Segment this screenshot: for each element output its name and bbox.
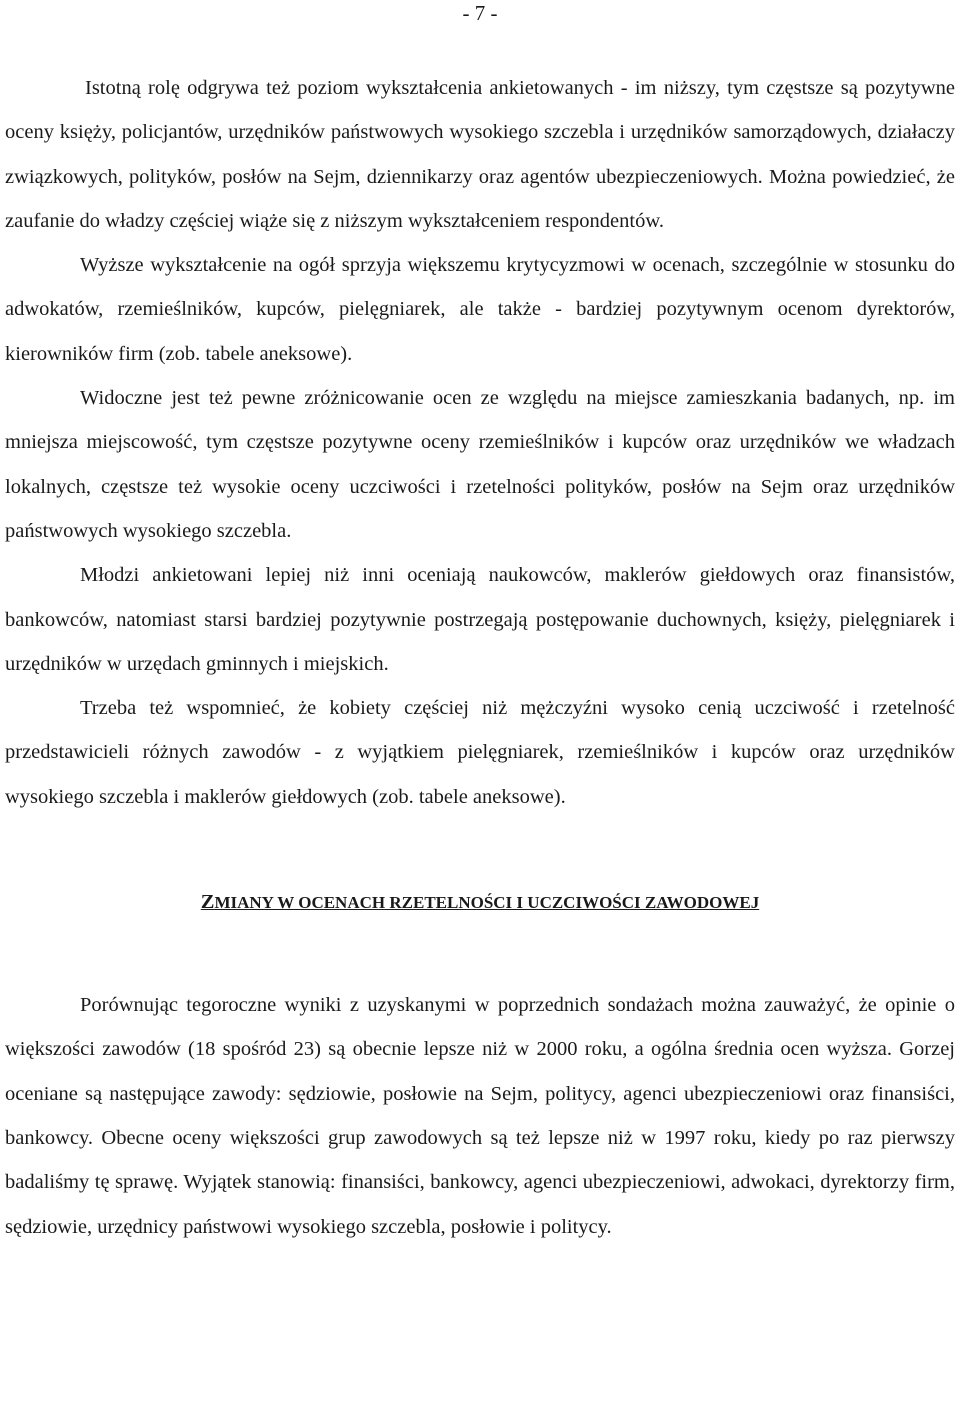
paragraph-age: Młodzi ankietowani lepiej niż inni oceniają naukowców, maklerów giełdowych oraz finansistów, bankowców, natomiast starsi bardziej pozytywnie postrzegają postępowanie duchownych, księży, pielęgniarek i urzędników w urzędach gminnych i miejskich. <box>5 564 955 675</box>
paragraph-gender: Trzeba też wspomnieć, że kobiety częściej niż mężczyźni wysoko cenią uczciwość i rzetelność przedstawicieli różnych zawodów - z wyjątkiem pielęgniarek, rzemieślników i kupców oraz urzędników wysokiego szczebla i maklerów giełdowych (zob. tabele aneksowe). <box>5 697 955 808</box>
page-number: - 7 - <box>462 1 498 25</box>
section-heading-initial: Z <box>200 891 215 914</box>
paragraph-changes-in-ratings: Porównując tegoroczne wyniki z uzyskanymi w poprzednich sondażach można zauważyć, że opinie o większości zawodów (18 spośród 23) są obecnie lepsze niż w 2000 roku, a ogólna średnia ocen wyższa. Gorzej oceniane są następujące zawody: sędziowie, posłowie na Sejm, politycy, agenci ubezpieczeniowi oraz finansiści, bankowcy. Obecne oceny większości grup zawodowych są też lepsze niż w 1997 roku, kiedy po raz pierwszy badaliśmy tę sprawę. Wyjątek stanowią: finansiści, bankowcy, agenci ubezpieczeniowi, adwokaci, dyrektorzy firm, sędziowie, urzędnicy państwowi wysokiego szczebla, posłowie i politycy. <box>5 994 955 1238</box>
section-heading-rest: MIANY W OCENACH RZETELNOŚCI I UCZCIWOŚCI ZAWODOWEJ <box>214 893 760 913</box>
document-body <box>5 66 955 1249</box>
paragraph-place-of-residence: Widoczne jest też pewne zróżnicowanie ocen ze względu na miejsce zamieszkania badanych, np. im mniejsza miejscowość, tym częstsze pozytywne oceny rzemieślników i kupców oraz urzędników we władzach lokalnych, częstsze też wysokie oceny uczciwości i rzetelności polityków, posłów na Sejm oraz urzędników państwowych wysokiego szczebla. <box>5 387 955 542</box>
paragraph-education: Istotną rolę odgrywa też poziom wykształcenia ankietowanych - im niższy, tym częstsze są pozytywne oceny księży, policjantów, urzędników państwowych wysokiego szczebla i urzędników samorządowych, działaczy związkowych, polityków, posłów na Sejm, dziennikarzy oraz agentów ubezpieczeniowych. Można powiedzieć, że zaufanie do władzy częściej wiąże się z niższym wykształceniem respondentów. <box>5 77 955 232</box>
paragraph-higher-education: Wyższe wykształcenie na ogół sprzyja większemu krytycyzmowi w ocenach, szczególnie w stosunku do adwokatów, rzemieślników, kupców, pielęgniarek, ale także - bardziej pozytywnym ocenom dyrektorów, kierowników firm (zob. tabele aneksowe). <box>5 254 955 365</box>
section-heading <box>5 889 955 916</box>
